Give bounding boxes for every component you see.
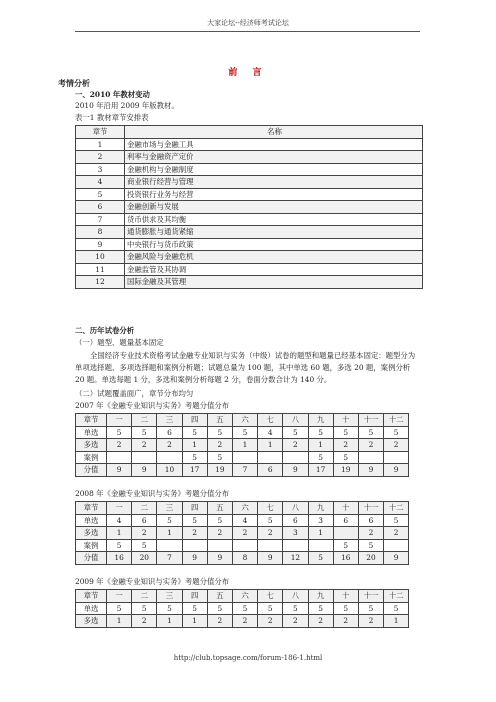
score-cell: 20 [358, 552, 383, 565]
score-cell: 2 [207, 527, 232, 540]
section-2-sub2: （二）试题覆盖面广，章节分布均匀 [75, 389, 194, 398]
header-cell: 七 [258, 590, 283, 603]
score-cell: 2 [308, 615, 333, 628]
score-cell: 1 [182, 439, 207, 452]
header-cell: 五 [207, 414, 232, 427]
chapter-number-cell: 6 [76, 201, 125, 214]
chapter-number-cell: 12 [76, 276, 125, 289]
score-cell: 5 [308, 602, 333, 615]
table-row [76, 451, 409, 464]
score-cell: 5 [258, 602, 283, 615]
score-cell: 2 [333, 615, 358, 628]
table-row [76, 276, 423, 289]
score-cell: 5 [283, 602, 308, 615]
score-cell [283, 539, 308, 552]
row-label-cell: 单选 [76, 602, 107, 615]
score-cell: 9 [283, 464, 308, 477]
score-cell: 2 [182, 527, 207, 540]
score-cell: 6 [283, 514, 308, 527]
header-cell: 章节 [76, 126, 125, 139]
score-cell: 4 [232, 514, 257, 527]
chapter-name-cell: 通货膨胀与通货紧缩 [125, 226, 423, 239]
chapter-name-cell: 中央银行与货币政策 [125, 238, 423, 251]
table-row [76, 527, 409, 540]
score-cell: 5 [182, 426, 207, 439]
section-2-title: 二、历年试卷分析 [75, 326, 135, 335]
score-cell: 2 [283, 439, 308, 452]
table-row [76, 464, 409, 477]
chapter-number-cell: 2 [76, 151, 125, 164]
chapter-number-cell: 1 [76, 138, 125, 151]
chapter-number-cell: 3 [76, 163, 125, 176]
score-cell: 1 [107, 527, 132, 540]
score-cell: 1 [157, 615, 182, 628]
table-row [76, 188, 423, 201]
page-footer-url: http://club.topsage.com/forum-186-1.html [173, 654, 323, 662]
table-row [76, 552, 409, 565]
score-cell [157, 451, 182, 464]
table-row [76, 514, 409, 527]
grid-2009-table [75, 589, 409, 628]
score-cell: 6 [333, 514, 358, 527]
header-cell: 八 [283, 590, 308, 603]
score-cell: 5 [283, 426, 308, 439]
header-cell: 九 [308, 590, 333, 603]
chapter-name-cell: 商业银行经营与管理 [125, 176, 423, 189]
score-cell: 5 [107, 539, 132, 552]
score-cell: 2 [384, 527, 409, 540]
header-cell: 一 [107, 590, 132, 603]
table-header-row [76, 126, 423, 139]
score-cell: 5 [308, 552, 333, 565]
score-cell: 5 [182, 514, 207, 527]
score-cell: 2 [132, 439, 157, 452]
score-cell [384, 451, 409, 464]
score-cell [384, 539, 409, 552]
chapter-name-cell: 金融创新与发展 [125, 201, 423, 214]
score-cell: 1 [308, 527, 333, 540]
table-row [76, 138, 423, 151]
score-cell: 5 [258, 514, 283, 527]
header-cell: 五 [207, 502, 232, 515]
chapter-number-cell: 8 [76, 226, 125, 239]
score-cell: 5 [107, 426, 132, 439]
header-cell: 五 [207, 590, 232, 603]
header-cell: 六 [232, 590, 257, 603]
row-label-cell: 单选 [76, 426, 107, 439]
header-cell: 二 [132, 414, 157, 427]
score-cell: 1 [232, 439, 257, 452]
header-cell: 名称 [125, 126, 423, 139]
score-cell: 5 [182, 451, 207, 464]
score-cell: 16 [333, 552, 358, 565]
score-cell: 1 [157, 527, 182, 540]
score-cell: 6 [157, 426, 182, 439]
table-row [76, 615, 409, 628]
score-cell [308, 539, 333, 552]
score-cell: 2 [107, 439, 132, 452]
chapter-name-cell: 金融风险与金融危机 [125, 251, 423, 264]
score-cell: 9 [258, 552, 283, 565]
header-cell: 十 [333, 502, 358, 515]
chapter-name-cell: 金融机构与金融制度 [125, 163, 423, 176]
table-header-row [76, 502, 409, 515]
section-1-title: 一、2010 年教材变动 [75, 90, 150, 99]
score-cell [207, 539, 232, 552]
header-cell: 三 [157, 502, 182, 515]
score-cell: 2 [207, 439, 232, 452]
score-cell: 5 [358, 539, 383, 552]
score-cell [132, 451, 157, 464]
chapter-number-cell: 4 [76, 176, 125, 189]
score-cell: 9 [384, 552, 409, 565]
score-cell: 9 [207, 552, 232, 565]
score-cell: 3 [283, 527, 308, 540]
score-cell [232, 451, 257, 464]
chapter-table [75, 125, 423, 289]
score-cell: 5 [207, 426, 232, 439]
row-label-cell: 案例 [76, 451, 107, 464]
score-cell: 5 [358, 426, 383, 439]
score-cell: 5 [207, 451, 232, 464]
score-cell: 5 [182, 602, 207, 615]
header-cell: 十一 [358, 414, 383, 427]
table-row [76, 539, 409, 552]
section-heading: 考情分析 [58, 78, 90, 88]
score-cell: 6 [132, 514, 157, 527]
score-cell: 2 [232, 615, 257, 628]
score-cell: 5 [333, 451, 358, 464]
score-cell: 5 [384, 426, 409, 439]
table-row [76, 176, 423, 189]
table-row [76, 226, 423, 239]
score-cell: 17 [182, 464, 207, 477]
score-cell: 1 [384, 615, 409, 628]
section-1-text: 2010 年沿用 2009 年版教材。 [75, 101, 179, 110]
header-divider [75, 31, 420, 32]
grid-2009-caption: 2009 年《金融专业知识与实务》考题分值分布 [75, 577, 230, 586]
score-cell: 9 [132, 464, 157, 477]
table-row [76, 426, 409, 439]
score-cell: 20 [132, 552, 157, 565]
table-row [76, 238, 423, 251]
score-cell: 9 [358, 464, 383, 477]
score-cell: 5 [207, 602, 232, 615]
score-cell: 2 [232, 527, 257, 540]
row-label-cell: 分值 [76, 464, 107, 477]
score-cell: 19 [207, 464, 232, 477]
header-cell: 二 [132, 502, 157, 515]
row-label-cell: 案例 [76, 539, 107, 552]
table-header-row [76, 590, 409, 603]
score-cell: 2 [132, 615, 157, 628]
header-cell: 三 [157, 414, 182, 427]
header-cell: 七 [258, 502, 283, 515]
score-cell: 3 [308, 514, 333, 527]
header-cell: 三 [157, 590, 182, 603]
table-row [76, 263, 423, 276]
score-cell [258, 451, 283, 464]
score-cell: 9 [384, 464, 409, 477]
chapter-name-cell: 投资银行业务与经营 [125, 188, 423, 201]
score-cell: 19 [333, 464, 358, 477]
header-cell: 二 [132, 590, 157, 603]
score-cell: 6 [358, 514, 383, 527]
score-cell [107, 451, 132, 464]
table-row [76, 201, 423, 214]
table-row [76, 439, 409, 452]
score-cell: 12 [283, 552, 308, 565]
header-cell: 十一 [358, 502, 383, 515]
score-cell: 2 [358, 615, 383, 628]
header-cell: 四 [182, 502, 207, 515]
score-cell: 5 [333, 602, 358, 615]
score-cell: 5 [333, 539, 358, 552]
score-cell: 2 [384, 439, 409, 452]
row-label-cell: 多选 [76, 615, 107, 628]
score-cell: 2 [283, 615, 308, 628]
score-cell: 16 [107, 552, 132, 565]
table1-caption: 表一1 教材章节安排表 [75, 113, 149, 122]
header-cell: 一 [107, 502, 132, 515]
header-cell: 章节 [76, 502, 107, 515]
score-cell: 2 [157, 439, 182, 452]
score-cell [358, 451, 383, 464]
row-label-cell: 多选 [76, 439, 107, 452]
row-label-cell: 多选 [76, 527, 107, 540]
page-header: 大家论坛--经济师考试论坛 [207, 19, 289, 27]
header-cell: 章节 [76, 414, 107, 427]
score-cell: 2 [258, 527, 283, 540]
grid-2008-caption: 2008 年《金融专业知识与实务》考题分值分布 [75, 489, 230, 498]
score-cell: 7 [157, 552, 182, 565]
header-cell: 四 [182, 414, 207, 427]
header-cell: 十二 [384, 502, 409, 515]
grid-2008-table [75, 501, 409, 565]
header-cell: 四 [182, 590, 207, 603]
header-cell: 九 [308, 414, 333, 427]
score-cell [232, 539, 257, 552]
page-title: 前 言 [228, 68, 268, 78]
score-cell: 1 [258, 439, 283, 452]
header-cell: 六 [232, 502, 257, 515]
score-cell: 8 [232, 552, 257, 565]
header-cell: 十一 [358, 590, 383, 603]
score-cell: 1 [308, 439, 333, 452]
score-cell: 5 [232, 426, 257, 439]
score-cell: 5 [384, 602, 409, 615]
score-cell: 2 [132, 527, 157, 540]
header-cell: 十 [333, 590, 358, 603]
grid-2007-table [75, 413, 409, 477]
score-cell [182, 539, 207, 552]
score-cell: 2 [358, 439, 383, 452]
score-cell: 1 [182, 615, 207, 628]
header-cell: 九 [308, 502, 333, 515]
score-cell: 4 [107, 514, 132, 527]
chapter-name-cell: 金融市场与金融工具 [125, 138, 423, 151]
header-cell: 八 [283, 414, 308, 427]
score-cell [283, 451, 308, 464]
score-cell: 5 [107, 602, 132, 615]
score-cell: 7 [232, 464, 257, 477]
table-row [76, 151, 423, 164]
score-cell [258, 539, 283, 552]
chapter-name-cell: 货币供求及其均衡 [125, 213, 423, 226]
score-cell: 1 [107, 615, 132, 628]
chapter-number-cell: 7 [76, 213, 125, 226]
table-row [76, 602, 409, 615]
score-cell: 5 [308, 451, 333, 464]
score-cell: 5 [232, 602, 257, 615]
score-cell: 5 [157, 602, 182, 615]
score-cell: 10 [157, 464, 182, 477]
section-2-paragraph: 全国经济专业技术资格考试金融专业知识与实务（中级）试卷的题型和题量已经基本固定：题型分为单项选择题、多项选择题和案例分析题；试题总量为 100 题，其中单选 60 题，多选 20 题，案例分析 20 题。单选每题 1 分，多选和案例分析每题 2 分，卷面分数合计为 140 分。 [75, 351, 416, 385]
section-2-sub1: （一）题型、题量基本固定 [75, 338, 164, 347]
score-cell: 2 [358, 527, 383, 540]
row-label-cell: 单选 [76, 514, 107, 527]
chapter-name-cell: 利率与金融资产定价 [125, 151, 423, 164]
chapter-number-cell: 10 [76, 251, 125, 264]
score-cell: 5 [308, 426, 333, 439]
score-cell: 6 [258, 464, 283, 477]
score-cell: 2 [258, 615, 283, 628]
score-cell [157, 539, 182, 552]
score-cell: 9 [107, 464, 132, 477]
header-cell: 七 [258, 414, 283, 427]
grid-2007-caption: 2007 年《金融专业知识与实务》考题分值分布 [75, 401, 230, 410]
table-row [76, 251, 423, 264]
score-cell: 5 [207, 514, 232, 527]
score-cell: 17 [308, 464, 333, 477]
chapter-name-cell: 国际金融及其管理 [125, 276, 423, 289]
table-row [76, 213, 423, 226]
header-cell: 八 [283, 502, 308, 515]
table-header-row [76, 414, 409, 427]
score-cell [333, 527, 358, 540]
score-cell: 5 [132, 539, 157, 552]
chapter-number-cell: 5 [76, 188, 125, 201]
score-cell: 5 [157, 514, 182, 527]
header-cell: 十二 [384, 414, 409, 427]
score-cell: 9 [182, 552, 207, 565]
score-cell: 5 [384, 514, 409, 527]
score-cell: 2 [333, 439, 358, 452]
header-cell: 章节 [76, 590, 107, 603]
row-label-cell: 分值 [76, 552, 107, 565]
header-cell: 十 [333, 414, 358, 427]
table-row [76, 163, 423, 176]
score-cell: 4 [258, 426, 283, 439]
header-cell: 一 [107, 414, 132, 427]
score-cell: 5 [333, 426, 358, 439]
score-cell: 5 [132, 426, 157, 439]
chapter-name-cell: 金融监管及其协调 [125, 263, 423, 276]
chapter-number-cell: 9 [76, 238, 125, 251]
chapter-number-cell: 11 [76, 263, 125, 276]
score-cell: 5 [358, 602, 383, 615]
header-cell: 六 [232, 414, 257, 427]
score-cell: 2 [207, 615, 232, 628]
header-cell: 十二 [384, 590, 409, 603]
score-cell: 5 [132, 602, 157, 615]
